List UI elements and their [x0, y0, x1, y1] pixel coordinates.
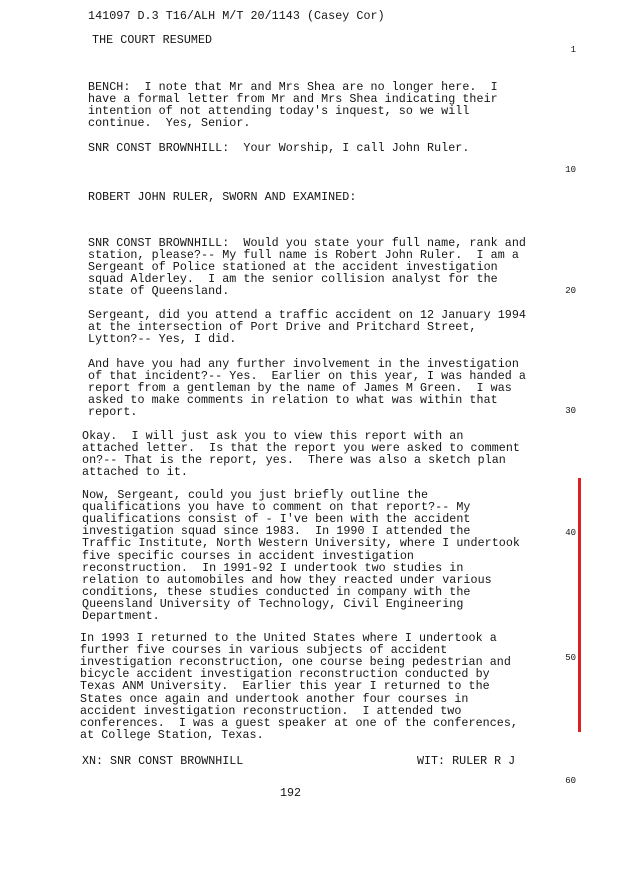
- transcript-line: ROBERT JOHN RULER, SWORN AND EXAMINED:: [88, 190, 357, 204]
- transcript-line: squad Alderley. I am the senior collision analyst for the: [88, 272, 498, 287]
- transcript-line: Lytton?-- Yes, I did.: [88, 332, 237, 347]
- transcript-line: qualifications consist of - I've been with the accident: [82, 512, 471, 527]
- transcript-line: conditions, these studies conducted in company with the: [82, 584, 471, 599]
- transcript-line: Okay. I will just ask you to view this report with an: [82, 429, 464, 443]
- line-number-10: 10: [565, 165, 576, 175]
- margin-change-bar: [578, 478, 581, 732]
- transcript-line: In 1993 I returned to the United States where I undertook a: [80, 631, 497, 645]
- line-number-20: 20: [565, 286, 576, 296]
- examiner-label: XN: SNR CONST BROWNHILL: [82, 754, 244, 768]
- line-number-60: 60: [565, 776, 576, 786]
- transcript-line: attached to it.: [82, 465, 188, 480]
- transcript-line: state of Queensland.: [88, 284, 230, 299]
- transcript-line: Queensland University of Technology, Civil Engineering: [82, 596, 464, 611]
- transcript-line: relation to automobiles and how they reacted under various: [82, 572, 492, 587]
- transcript-line: on?-- That is the report, yes. There was also a sketch plan: [82, 453, 506, 468]
- transcript-line: BENCH: I note that Mr and Mrs Shea are no longer here. I: [88, 80, 498, 94]
- transcript-line: at the intersection of Port Drive and Pritchard Street,: [88, 320, 477, 335]
- transcript-line: SNR CONST BROWNHILL: Your Worship, I call John Ruler.: [88, 141, 470, 155]
- transcript-line: Traffic Institute, North Western University, where I undertook: [82, 536, 520, 551]
- line-number-30: 30: [565, 406, 576, 416]
- transcript-line: asked to make comments in relation to what was within that: [88, 393, 498, 408]
- transcript-line: report from a gentleman by the name of James M Green. I was: [88, 381, 512, 396]
- transcript-line: SNR CONST BROWNHILL: Would you state your full name, rank and: [88, 236, 526, 250]
- court-resumed-heading: THE COURT RESUMED: [92, 33, 213, 47]
- page-number: 192: [280, 786, 302, 800]
- transcript-line: Now, Sergeant, could you just briefly outline the: [82, 488, 429, 502]
- witness-label: WIT: RULER R J: [417, 754, 516, 768]
- transcript-line: five specific courses in accident investigation: [82, 548, 414, 563]
- transcript-line: Texas ANM University. Earlier this year I returned to the: [80, 679, 490, 694]
- transcript-line: Department.: [82, 609, 160, 623]
- transcript-line: accident investigation reconstruction. I attended two: [80, 703, 462, 718]
- transcript-line: qualifications you have to comment on that report?-- My: [82, 500, 471, 515]
- transcript-line: continue. Yes, Senior.: [88, 116, 251, 131]
- line-number-50: 50: [565, 653, 576, 663]
- transcript-line: of that incident?-- Yes. Earlier on this year, I was handed a: [88, 369, 526, 384]
- transcript-line: at College Station, Texas.: [80, 727, 264, 742]
- transcript-line: have a formal letter from Mr and Mrs Shea indicating their: [88, 92, 498, 107]
- transcript-line: States once again and undertook another four courses in: [80, 691, 469, 706]
- line-number-1: 1: [570, 45, 576, 55]
- transcript-line: Sergeant, did you attend a traffic accident on 12 January 1994: [88, 308, 526, 322]
- transcript-line: And have you had any further involvement in the investigation: [88, 357, 519, 371]
- transcript-line: attached letter. Is that the report you were asked to comment: [82, 441, 520, 456]
- transcript-line: Sergeant of Police stationed at the accident investigation: [88, 260, 498, 275]
- line-number-40: 40: [565, 528, 576, 538]
- transcript-line: station, please?-- My full name is Robert John Ruler. I am a: [88, 248, 519, 263]
- transcript-line: bicycle accident investigation reconstruction conducted by: [80, 667, 490, 682]
- transcript-line: further five courses in various subjects of accident: [80, 643, 448, 658]
- document-reference: 141097 D.3 T16/ALH M/T 20/1143 (Casey Cor): [88, 9, 385, 23]
- transcript-line: intention of not attending today's inquest, so we will: [88, 104, 470, 119]
- transcript-line: report.: [88, 405, 138, 420]
- transcript-line: conferences. I was a guest speaker at one of the conferences,: [80, 715, 518, 730]
- transcript-line: reconstruction. In 1991-92 I undertook two studies in: [82, 560, 464, 575]
- transcript-line: investigation squad since 1983. In 1990 I attended the: [82, 524, 471, 539]
- transcript-line: investigation reconstruction, one course being pedestrian and: [80, 655, 511, 670]
